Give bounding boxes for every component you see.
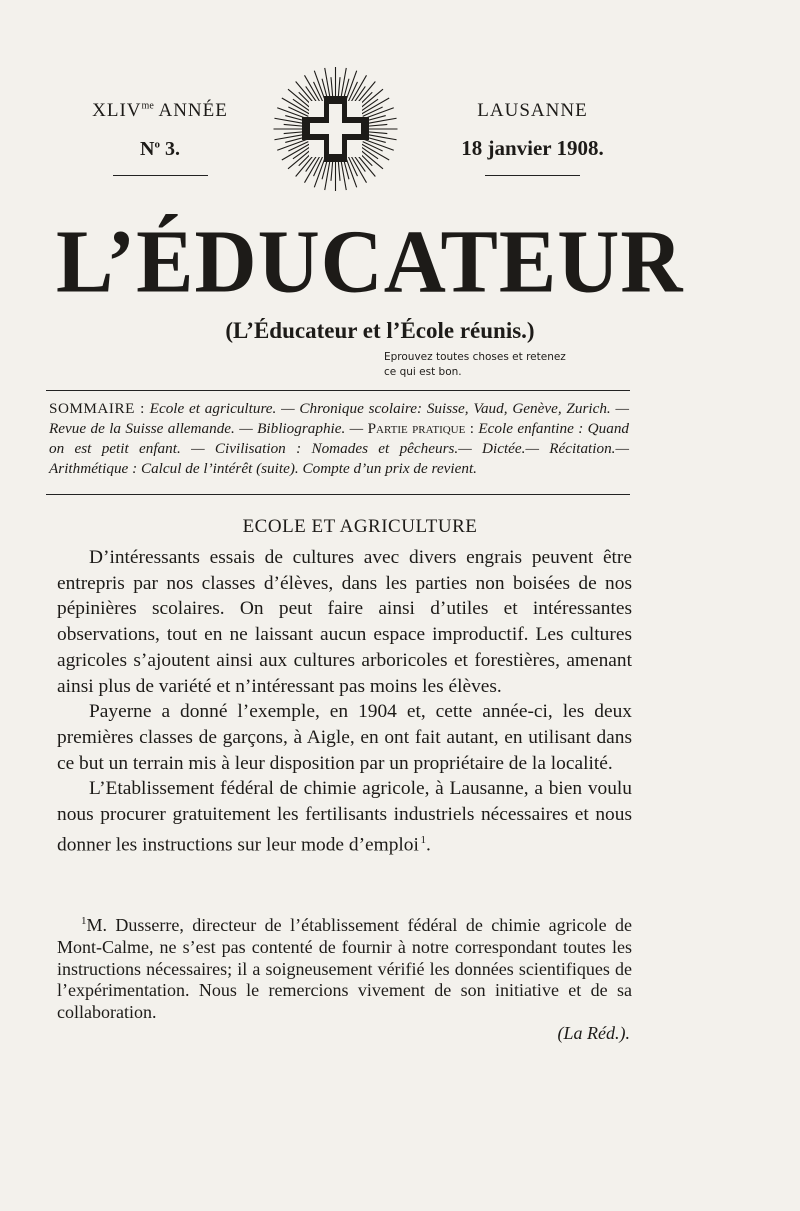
paragraph: L’Etablissement fédéral de chimie agricole, à Lausanne, a bien voulu nous procurer gratuitement les fertilisants industriels nécessaires et nous donner les instructions sur leur mode d’emploi $^1$. bbox=[57, 778, 632, 856]
sun-ray bbox=[358, 89, 383, 110]
sun-ray bbox=[341, 159, 347, 191]
sun-ray bbox=[351, 155, 367, 183]
summary-items-2: Ecole enfantine : Quand on est petit enfant. — Civilisation : Nomades et pêcheurs.— Dictée.— Récitation.— Arithmétique : Calcul de l’intérêt (suite). Compte d’un prix de revient. bbox=[49, 420, 630, 477]
sun-ray bbox=[305, 155, 321, 183]
footnote bbox=[57, 911, 632, 1024]
motto-line-1: Eprouvez toutes choses et retenez bbox=[384, 351, 566, 363]
header-left bbox=[60, 100, 260, 176]
article-title: ECOLE ET AGRICULTURE bbox=[242, 516, 478, 537]
summary-top-rule bbox=[46, 390, 630, 391]
issue-number: $N^o$ 3. bbox=[140, 138, 180, 160]
header-left-rule bbox=[113, 175, 208, 176]
header-right bbox=[425, 100, 640, 176]
article-body bbox=[57, 545, 632, 858]
sun-ray bbox=[305, 75, 321, 103]
sun-ray bbox=[282, 144, 310, 160]
year-label: $XLIV^{me}$ ANNÉE bbox=[92, 100, 228, 121]
swiss-cross-icon bbox=[263, 58, 408, 203]
summary-items-1: Ecole et agriculture. — Chronique scolaire: Suisse, Vaud, Genève, Zurich. — Revue de la Suisse allemande. — Bibliographie. — bbox=[49, 400, 630, 437]
sun-ray bbox=[331, 77, 333, 99]
footnote-signature: (La Réd.). bbox=[557, 1023, 630, 1043]
sun-ray bbox=[351, 75, 367, 103]
motto-line-2: ce qui est bon. bbox=[384, 366, 462, 378]
sun-ray bbox=[361, 98, 389, 114]
footnote-text: M. Dusserre, directeur de l’établissement fédéral de chimie agricole de Mont-Calme, ne s’est pas contenté de fournir à notre correspondant toutes les instructions nécessaires; il a soigneusement vérifié les données scientifiques de l’expérimentation. Nous le remercions vivement de son initiative et de sa collaboration. bbox=[57, 915, 632, 1023]
sun-ray bbox=[288, 89, 313, 110]
sun-ray bbox=[274, 118, 306, 124]
paragraph: D’intéressants essais de cultures avec divers engrais peuvent être entrepris par nos classes d’élèves, dans les parties non boisées de nos pépinières scolaires. On peut faire ainsi d’utiles et intéressantes observations, tout en ne laissant aucun espace improductif. Les cultures agricoles s’ajoutent ainsi aux cultures arboricoles et forestières, amenant ainsi plus de variété et n’intéressant pas moins les élèves. bbox=[57, 547, 632, 697]
issue-date: 18 janvier 1908. bbox=[461, 136, 604, 160]
footnote-mark: 1 bbox=[81, 915, 87, 927]
footnote-marker: 1 bbox=[420, 833, 427, 846]
sun-ray bbox=[338, 77, 340, 99]
sun-ray bbox=[341, 68, 347, 100]
sun-ray bbox=[288, 148, 313, 169]
summary bbox=[49, 399, 629, 479]
sun-ray bbox=[274, 134, 306, 140]
sun-ray bbox=[325, 159, 331, 191]
sun-ray bbox=[365, 118, 397, 124]
summary-section-label: Partie pratique : bbox=[367, 420, 474, 437]
paragraph: Payerne a donné l’exemple, en 1904 et, cette année-ci, les deux premières classes de garçons, à Aigle, en ont fait autant, en utilisant dans ce but un terrain mis à leur disposition par un propriétaire de la localité. bbox=[57, 701, 632, 774]
sun-ray bbox=[361, 144, 389, 160]
city-label: LAUSANNE bbox=[477, 100, 588, 121]
sun-ray bbox=[325, 68, 331, 100]
sun-ray bbox=[358, 148, 383, 169]
sun-ray bbox=[282, 98, 310, 114]
masthead-subtitle: (L’Éducateur et l’École réunis.) bbox=[225, 318, 535, 343]
header-right-rule bbox=[485, 175, 580, 176]
sun-ray bbox=[338, 159, 340, 181]
summary-label: SOMMAIRE : bbox=[49, 400, 145, 417]
masthead-title: L’ÉDUCATEUR bbox=[56, 210, 684, 312]
summary-bottom-rule bbox=[46, 494, 630, 495]
motto bbox=[384, 350, 634, 380]
sun-ray bbox=[365, 134, 397, 140]
sun-ray bbox=[331, 159, 333, 181]
